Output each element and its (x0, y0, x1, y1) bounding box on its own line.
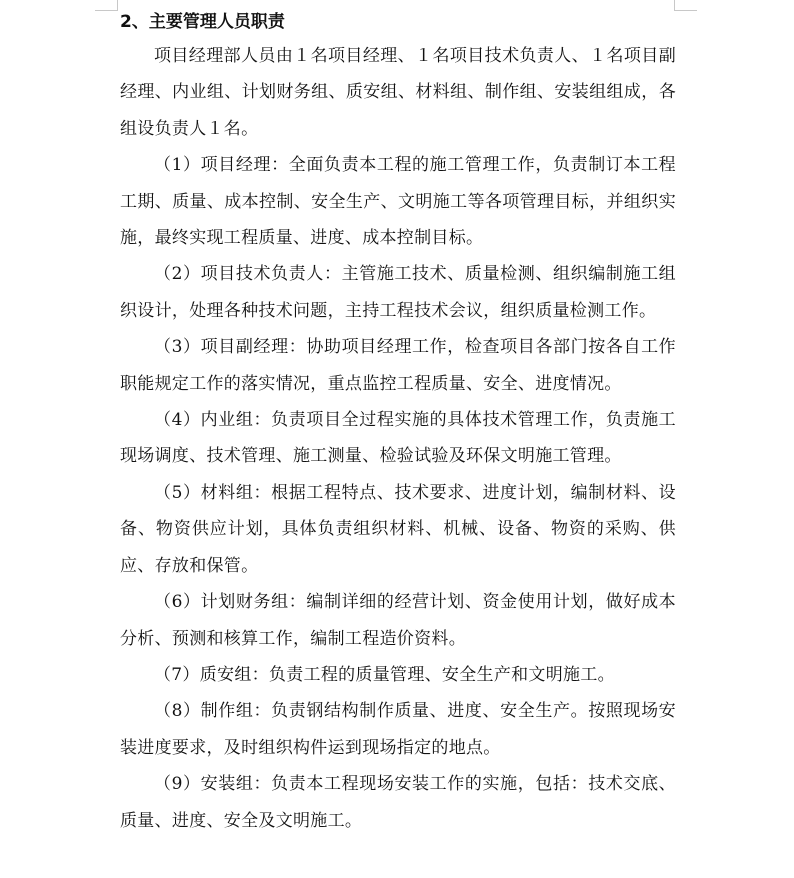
paragraph-materials-group: （5）材料组：根据工程特点、技术要求、进度计划，编制材料、设备、物资供应计划，具体负责组织材料、机械、设备、物资的采购、供应、存放和保管。 (120, 482, 676, 576)
paragraph-project-manager: （1）项目经理：全面负责本工程的施工管理工作，负责制订本工程工期、质量、成本控制、安全生产、文明施工等各项管理目标，并组织实施，最终实现工程质量、进度、成本控制目标。 (120, 155, 676, 249)
paragraph-quality-safety-group: （7）质安组：负责工程的质量管理、安全生产和文明施工。 (154, 664, 615, 685)
paragraph-intro: 项目经理部人员由１名项目经理、１名项目技术负责人、１名项目副经理、内业组、计划财务组、质安组、材料组、制作组、安装组组成，各组设负责人１名。 (120, 46, 676, 139)
paragraph-technical-lead: （2）项目技术负责人：主管施工技术、质量检测、组织编制施工组织设计，处理各种技术问题，主持工程技术会议，组织质量检测工作。 (120, 264, 676, 321)
paragraph-fabrication-group: （8）制作组：负责钢结构制作质量、进度、安全生产。按照现场安装进度要求，及时组织构件运到现场指定的地点。 (120, 701, 676, 758)
margin-corner-mark-right (674, 0, 697, 11)
paragraph-finance-group: （6）计划财务组：编制详细的经营计划、资金使用计划，做好成本分析、预测和核算工作，编制工程造价资料。 (120, 592, 676, 649)
paragraph-internal-group: （4）内业组：负责项目全过程实施的具体技术管理工作，负责施工现场调度、技术管理、施工测量、检验试验及环保文明施工管理。 (120, 410, 676, 467)
paragraph-installation-group: （9）安装组：负责本工程现场安装工作的实施，包括：技术交底、质量、进度、安全及文明施工。 (120, 774, 676, 831)
margin-corner-mark-left (95, 0, 118, 11)
section-heading: 2、主要管理人员职责 (120, 12, 285, 32)
paragraph-deputy-manager: （3）项目副经理：协助项目经理工作，检查项目各部门按各自工作职能规定工作的落实情况，重点监控工程质量、安全、进度情况。 (120, 337, 676, 394)
document-body (120, 6, 676, 839)
